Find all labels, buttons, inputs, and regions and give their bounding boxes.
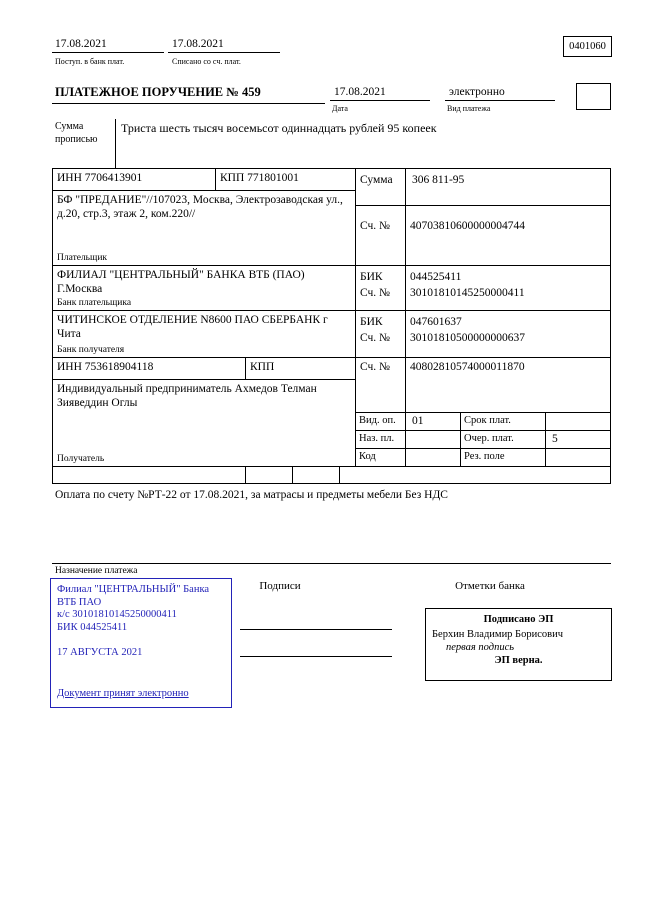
- payer-status-box: [576, 83, 611, 110]
- payer-bank-bik-label: БИК: [360, 271, 383, 283]
- payee-bank-label: Банк получателя: [57, 344, 125, 355]
- payer-name-cell: [53, 191, 356, 266]
- amount-words-divider: [115, 119, 116, 168]
- amount-label-cell: Сумма: [356, 169, 406, 206]
- amount-value-cell: 306 811-95: [406, 169, 610, 206]
- signatures-label: Подписи: [259, 580, 301, 592]
- purpose-code-value-cell: [406, 431, 461, 449]
- payer-bank-account-label: Сч. №: [360, 287, 391, 299]
- received-date-field: 17.08.2021: [52, 38, 164, 53]
- payer-bank-label: Банк плательщика: [57, 297, 132, 308]
- amount-in-words-label: Сумма прописью: [55, 121, 98, 145]
- payment-type-label: Вид платежа: [447, 104, 491, 113]
- form-code-box: 0401060: [563, 36, 612, 57]
- ep-signer-name: Берхин Владимир Борисович: [432, 629, 563, 641]
- debited-date-label: Списано со сч. плат.: [172, 57, 241, 66]
- payer-bank-name: ФИЛИАЛ "ЦЕНТРАЛЬНЫЙ" БАНКА ВТБ (ПАО) Г.Москва: [57, 269, 305, 295]
- payee-bank-cell: [53, 311, 356, 358]
- payer-label: Плательщик: [57, 252, 108, 263]
- priority-value-cell: 5: [546, 431, 610, 449]
- payee-account-value-cell: 40802810574000011870: [406, 358, 610, 413]
- signature-line-1: [240, 629, 392, 630]
- payee-account-label-cell: Сч. №: [356, 358, 406, 413]
- stamp-status: Документ принят электронно: [57, 688, 189, 700]
- electronic-signature-box: [425, 608, 612, 681]
- reserve-value-cell: [546, 449, 610, 467]
- payer-bank-bik: 044525411: [410, 271, 462, 283]
- doc-date-label: Дата: [332, 104, 348, 113]
- stamp-bik: БИК 044525411: [57, 621, 128, 633]
- payer-name: БФ "ПРЕДАНИЕ"//107023, Москва, Электрозаводская ул., д.20, стр.3, этаж 2, ком.220//: [57, 194, 343, 220]
- payee-bank-name: ЧИТИНСКОЕ ОТДЕЛЕНИЕ N8600 ПАО СБЕРБАНК г Чита: [57, 314, 328, 340]
- payer-account-value-cell: 40703810600000004744: [406, 206, 610, 266]
- due-date-label-cell: Срок плат.: [461, 413, 546, 431]
- due-date-value-cell: [546, 413, 610, 431]
- debited-date-field: 17.08.2021: [168, 38, 280, 53]
- bank-electronic-stamp: [50, 578, 232, 708]
- payer-bank-codes-labels: [356, 266, 406, 311]
- payee-label: Получатель: [57, 453, 105, 464]
- tax-field-cell-3: [293, 467, 340, 483]
- purpose-label: Назначение платежа: [55, 566, 138, 576]
- payer-inn-cell: ИНН 7706413901: [53, 169, 216, 191]
- payee-bank-bik: 047601637: [410, 316, 462, 328]
- purpose-underline: [52, 563, 611, 564]
- code-label-cell: Код: [356, 449, 406, 467]
- doc-date-field: 17.08.2021: [330, 86, 430, 101]
- payer-account-label-cell: Сч. №: [356, 206, 406, 266]
- bank-marks-label: Отметки банка: [455, 580, 525, 592]
- payee-name: Индивидуальный предприниматель Ахмедов Телман Зияведдин Оглы: [57, 383, 317, 409]
- op-kind-value-cell: 01: [406, 413, 461, 431]
- payer-bank-account: 30101810145250000411: [410, 287, 525, 299]
- priority-label-cell: Очер. плат.: [461, 431, 546, 449]
- tax-field-cell-4: [340, 467, 610, 483]
- payer-kpp-cell: КПП 771801001: [216, 169, 356, 191]
- payee-bank-bik-label: БИК: [360, 316, 383, 328]
- doc-title: ПЛАТЕЖНОЕ ПОРУЧЕНИЕ № 459: [52, 85, 325, 104]
- stamp-bank-name-line2: ВТБ ПАО: [57, 596, 102, 608]
- received-date-label: Поступ. в банк плат.: [55, 57, 125, 66]
- payer-bank-codes-values: [406, 266, 610, 311]
- op-kind-label-cell: Вид. оп.: [356, 413, 406, 431]
- stamp-bank-name-line1: Филиал "ЦЕНТРАЛЬНЫЙ" Банка: [57, 584, 210, 595]
- signature-line-2: [240, 656, 392, 657]
- payee-bank-account: 30101810500000000637: [410, 332, 525, 344]
- purpose-text: Оплата по счету №РТ-22 от 17.08.2021, за матрасы и предметы мебели Без НДС: [55, 489, 448, 501]
- payment-type-field: электронно: [445, 86, 555, 101]
- stamp-date: 17 АВГУСТА 2021: [57, 647, 143, 659]
- payee-bank-codes-values: [406, 311, 610, 358]
- ep-signature-role: первая подпись: [446, 642, 515, 654]
- tax-field-cell-2: [246, 467, 293, 483]
- ep-title: Подписано ЭП: [483, 614, 554, 625]
- stamp-corr-account: к/с 30101810145250000411: [57, 609, 177, 621]
- purpose-code-label-cell: Наз. пл.: [356, 431, 406, 449]
- tax-field-cell-1: [53, 467, 246, 483]
- reserve-label-cell: Рез. поле: [461, 449, 546, 467]
- code-value-cell: [406, 449, 461, 467]
- payee-bank-codes-labels: [356, 311, 406, 358]
- amount-in-words-value: Триста шесть тысяч восемьсот одиннадцать рублей 95 копеек: [121, 121, 437, 135]
- payee-kpp-cell: КПП: [246, 358, 356, 380]
- requisites-table: [52, 168, 611, 484]
- payee-name-cell: [53, 380, 356, 467]
- payee-bank-account-label: Сч. №: [360, 332, 391, 344]
- ep-validity: ЭП верна.: [494, 655, 543, 667]
- payee-inn-cell: ИНН 753618904118: [53, 358, 246, 380]
- payer-bank-cell: [53, 266, 356, 311]
